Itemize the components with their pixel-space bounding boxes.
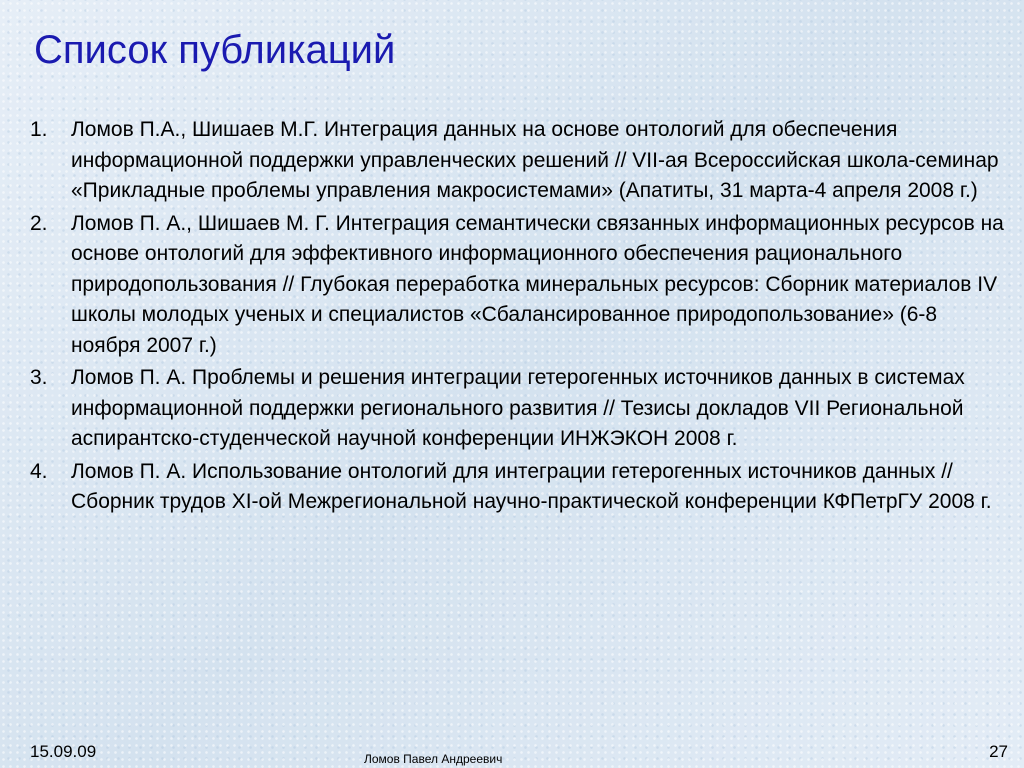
- footer-author: Ломов Павел Андреевич: [364, 752, 503, 766]
- publication-text: Ломов П. А. Проблемы и решения интеграции гетерогенных источников данных в системах информационной поддержки регионального развития // Тезисы докладов VII Региональной аспирантско-студенческой научной конференции ИНЖЭКОН 2008 г.: [71, 366, 965, 450]
- publication-item-1: [30, 115, 1005, 207]
- publication-text: Ломов П.А., Шишаев М.Г. Интеграция данных на основе онтологий для обеспечения информационной поддержки управленческих решений // VII-ая Всероссийская школа-семинар «Прикладные проблемы управления макросистемами» (Апатиты, 31 марта-4 апреля 2008 г.): [71, 118, 999, 202]
- publication-item-2: [30, 209, 1005, 362]
- publication-text: Ломов П. А. Использование онтологий для интеграции гетерогенных источников данных //Сборник трудов XI-ой Межрегиональной научно-практической конференции КФПетрГУ 2008 г.: [71, 459, 992, 513]
- slide-title: Список публикаций: [34, 28, 396, 72]
- slide-page-number: 27: [989, 742, 1008, 761]
- publication-number: 2.: [30, 211, 48, 235]
- publication-item-3: [30, 363, 1005, 455]
- publication-number: 3.: [30, 366, 48, 389]
- publication-list: [30, 115, 1005, 520]
- publication-number: 1.: [30, 118, 48, 141]
- footer-date: 15.09.09: [30, 742, 97, 761]
- publication-number: 4.: [30, 459, 48, 483]
- publication-item-4: [30, 457, 1005, 518]
- publication-text: Ломов П. А., Шишаев М. Г. Интеграция семантически связанных информационных ресурсов на основе онтологий для эффективного информационного обеспечения рационального природопользования // Глубокая переработка минеральных ресурсов: Сборник материалов IV школы молодых ученых и специалистов «Сбалансированное природопользование» (6-8 ноября 2007 г.): [71, 211, 1004, 357]
